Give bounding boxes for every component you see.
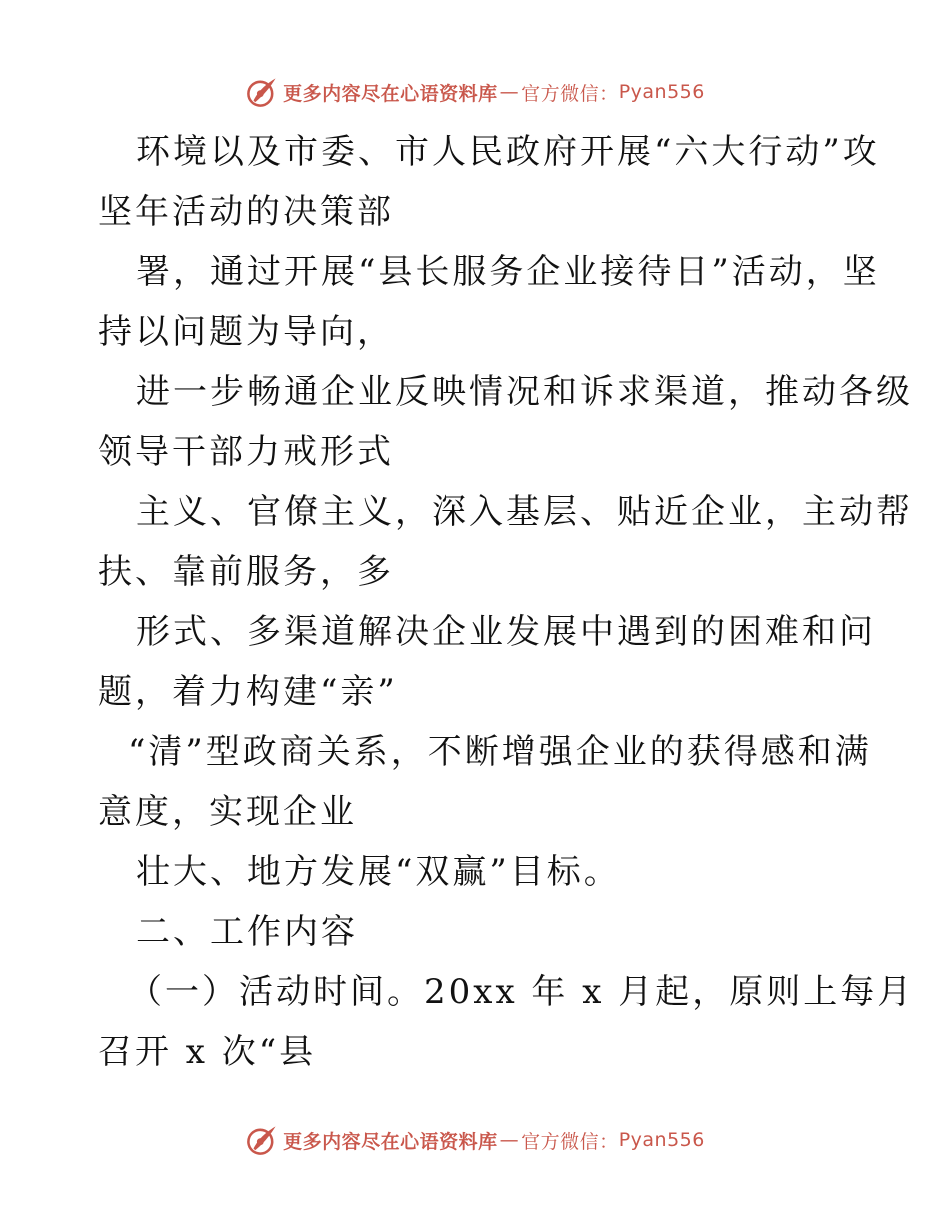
watermark-main-text: 更多内容尽在心语资料库 [283, 1130, 498, 1153]
watermark-wechat-id: Pyan556 [618, 1129, 705, 1151]
text-line: 意度，实现企业 [98, 792, 357, 832]
text-line: 扶、靠前服务，多 [98, 552, 394, 592]
text-line: 坚年活动的决策部 [98, 192, 394, 232]
document-body [98, 122, 915, 1082]
text-line: 形式、多渠道解决企业发展中遇到的困难和问 [136, 612, 876, 652]
watermark-wechat-label: 官方微信： [521, 82, 619, 105]
text-line: （一）活动时间。20xx 年 x 月起，原则上每月 [128, 972, 915, 1012]
watermark-dash: — [499, 1129, 520, 1151]
feather-pen-logo-icon [245, 75, 279, 109]
feather-pen-logo-icon [245, 1123, 279, 1157]
watermark-main-text: 更多内容尽在心语资料库 [283, 82, 498, 105]
watermark-dash: — [499, 81, 520, 103]
text-line: 领导干部力戒形式 [98, 432, 394, 472]
text-line: 召开 x 次“县 [98, 1032, 317, 1072]
footer-watermark [0, 1120, 950, 1160]
text-line: 题，着力构建“亲” [98, 672, 398, 712]
header-watermark [0, 72, 950, 112]
text-line: 署，通过开展“县长服务企业接待日”活动，坚 [136, 252, 880, 292]
text-line: 持以问题为导向， [98, 312, 394, 352]
watermark-wechat-id: Pyan556 [618, 81, 705, 103]
text-line: “清”型政商关系，不断增强企业的获得感和满 [128, 732, 872, 772]
section-heading: 二、工作内容 [136, 912, 358, 952]
text-line: 壮大、地方发展“双赢”目标。 [136, 852, 621, 892]
text-line: 进一步畅通企业反映情况和诉求渠道，推动各级 [136, 372, 913, 412]
text-line: 环境以及市委、市人民政府开展“六大行动”攻 [136, 132, 880, 172]
text-line: 主义、官僚主义，深入基层、贴近企业，主动帮 [136, 492, 913, 532]
watermark-wechat-label: 官方微信： [521, 1130, 619, 1153]
